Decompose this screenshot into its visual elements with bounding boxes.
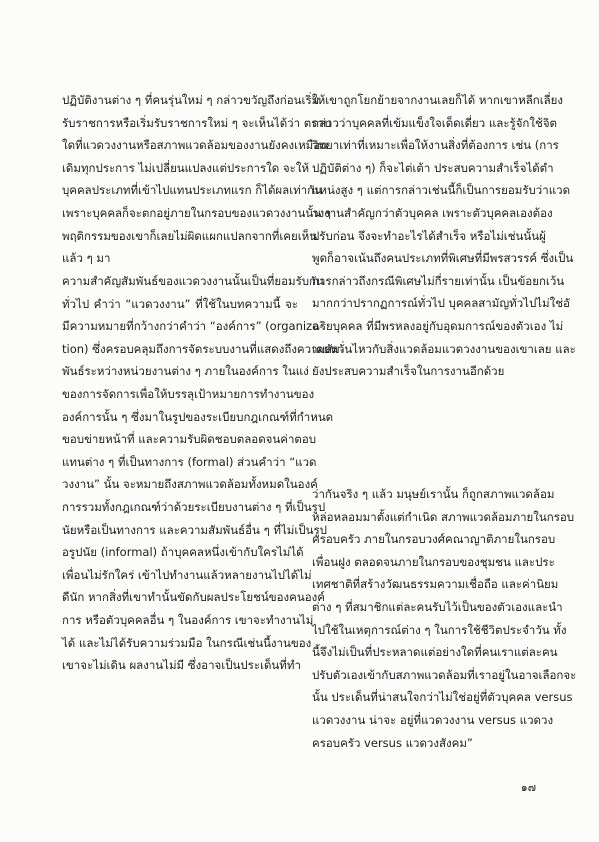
text-line: ครอบครัว versus แวดวงสังคม”	[312, 735, 473, 750]
paragraph	[62, 270, 344, 677]
text-line: พูดก็อาจเน้นถึงคนประเภทที่พิเศษที่มีพรสวรรค์ ซึ่งเป็น	[312, 251, 574, 266]
text-line: วิทยาเท่าที่เหมาะเพื่อให้งานสิ่งที่ต้องการ เช่น (การ	[312, 138, 559, 153]
text-line: องค์การนั้น ๆ ซึ่งมาในรูปของระเบียบกฎเกณฑ์ที่กำหนด	[62, 409, 334, 424]
text-line: เพราะบุคคลก็จะตกอยู่ภายในกรอบของแวดวงงานนั้น ๆ	[62, 205, 331, 220]
text-line: การรวมทั้งกฎเกณฑ์ว่าด้วยระเบียบงานต่าง ๆ ที่เป็นรูป	[62, 499, 326, 514]
text-line: ใดที่แวดวงงานหรือสภาพแวดล้อมของงานยังคงเหมือน	[62, 138, 329, 153]
text-line: พฤติกรรมของเขาก็เลยไม่ผิดแผกแปลกจากที่เคยเห็น	[62, 228, 318, 243]
text-line: ปรับก่อน จึงจะทำอะไรได้สำเร็จ หรือไม่เช่นนั้นผู้	[312, 228, 546, 243]
text-line: ขอบข่ายหน้าที่ และความรับผิดชอบตลอดจนค่าตอบ	[62, 432, 317, 447]
text-line: แล้ว ๆ มา	[62, 251, 111, 266]
text-line: ทั่วไป คำว่า “แวดวงงาน” ที่ใช้ในบทความนี้ จะ	[62, 296, 298, 311]
text-line: ปรับตัวเองเข้ากับสภาพแวดล้อมที่เราอยู่ในอาจเลือกจะ	[312, 667, 577, 682]
right-column	[312, 0, 577, 842]
text-line: ดีนัก หากสิ่งที่เขาทำนั้นขัดกับผลประโยชน์ของคนองค์	[62, 590, 325, 605]
text-line: แหน่งสูง ๆ แต่การกล่าวเช่นนี้ก็เป็นการยอมรับว่าแวด	[312, 183, 571, 198]
text-line: ว่ากันจริง ๆ แล้ว มนุษย์เรานั้น ก็ถูกสภาพแวดล้อม	[312, 487, 555, 501]
text-line: วงงาน” นั้น จะหมายถึงสภาพแวดล้อมทั้งหมดในองค์	[62, 477, 318, 492]
text-line: การกล่าวถึงกรณีพิเศษไม่กี่รายเท่านั้น เป็นข้อยกเว้น	[312, 273, 565, 288]
text-line: นั้น ประเด็นที่น่าสนใจกว่าไม่ใช่อยู่ที่ตัวบุคคล versus	[312, 690, 573, 705]
text-line: นัยหรือเป็นทางการ และความสัมพันธ์อื่น ๆ ที่ไม่เป็นรูป	[62, 522, 327, 537]
text-line: มีความหมายที่กว้างกว่าคำว่า “องค์การ” (organiza-	[62, 319, 324, 334]
text-line: เทศชาติที่สร้างวัฒนธรรมความเชื่อถือ และค่านิยม	[312, 577, 559, 592]
text-line: วงงานสำคัญกว่าตัวบุคคล เพราะตัวบุคคลเองต้อง	[312, 205, 553, 220]
text-line: รับราชการหรือเริ่มรับราชการใหม่ ๆ จะเห็นได้ว่า ตราบ	[62, 115, 332, 130]
text-line: หล่อหลอมมาตั้งแต่กำเนิด สภาพแวดล้อมภายในกรอบ	[312, 509, 575, 524]
text-line: บุคคลประเภทที่เข้าไปแทนประเภทแรก ก็ได้ผลเท่ากัน	[62, 183, 322, 198]
text-line: อรูปนัย (informal) ถ้าบุคคลหนึ่งเข้ากับใครไม่ได้	[62, 545, 304, 560]
text-line: ฉริยบุคคล ที่มีพรหลงอยู่กับอุดมการณ์ของตัวเอง ไม่	[312, 318, 564, 333]
text-line: ปฏิบัติงานต่าง ๆ ที่คนรุ่นใหม่ ๆ กล่าวขวัญถึงก่อนเริ่ม	[62, 93, 320, 107]
text-line: การ หรือตัวบุคคลอื่น ๆ ในองค์การ เขาจะทำงานไม่	[62, 612, 314, 627]
text-line: ครอบครัว ภายในกรอบวงศ์คณาญาติภายในกรอบ	[312, 532, 556, 547]
text-line: ได้ และไม่ได้รับความร่วมมือ ในกรณีเช่นนี้งานของ	[62, 635, 312, 650]
text-line: มากกว่าปรากฏการณ์ทั่วไป บุคคลสามัญทั่วไปไม่ใช่อั	[312, 296, 570, 311]
text-line: ให้เขาถูกโยกย้ายจากงานเลยก็ได้ หากเขาหลีกเลี่ยง	[312, 93, 564, 107]
text-line: เดิมทุกประการ ไม่เปลี่ยนแปลงแต่ประการใด จะให้	[62, 160, 310, 175]
text-line: กล่าวว่าบุคคลที่เข้มแข็งใจเด็ดเดี่ยว และรู้จักใช้จิต	[312, 115, 558, 130]
text-line: ไปใช้ในเหตุการณ์ต่าง ๆ ในการใช้ชีวิตประจำวัน ทั้ง	[312, 622, 567, 637]
text-line: ยังประสบความสำเร็จในการงานอีกด้วย	[312, 364, 505, 379]
text-line: ปฏิบัติต่าง ๆ) ก็จะไต่เต้า ประสบความสำเร็จได้ตำ	[312, 160, 554, 175]
paragraph	[62, 89, 332, 270]
text-line: tion) ซึ่งครอบคลุมถึงการจัดระบบงานที่แสดงถึงความสัม-	[62, 341, 344, 356]
text-line: นี้จึงไม่เป็นที่ประหลาดแต่อย่างใดที่คนเราแต่ละคน	[312, 645, 558, 660]
text-line: ความสำคัญสัมพันธ์ของแวดวงงานนั้นเป็นที่ยอมรับกัน	[62, 274, 324, 288]
text-line: เคยหวั่นไหวกับสิ่งแวดล้อมแวดวงงานของเขาเลย และ	[312, 341, 576, 356]
text-line: เพื่อนไม่รักใคร่ เข้าไปทำงานแล้วหลายงานไปได้ไม่	[62, 567, 312, 582]
text-line: เพื่อนฝูง ตลอดจนภายในกรอบของชุมชน และประ	[312, 554, 555, 569]
page-number: ๑๗	[520, 781, 536, 794]
paragraph	[312, 483, 577, 754]
text-line: เขาจะไม่เดิน ผลงานไม่มี ซึ่งอาจเป็นประเด็นที่ทำ	[62, 658, 301, 673]
text-line: พันธ์ระหว่างหน่วยงานต่าง ๆ ภายในองค์การ ในแง่	[62, 364, 309, 379]
text-line: แทนต่าง ๆ ที่เป็นทางการ (formal) ส่วนคำว่า “แวด	[62, 454, 317, 469]
left-column	[62, 0, 344, 842]
text-line: ต่าง ๆ ที่สมาชิกแต่ละคนรับไว้เป็นของตัวเองและนำ	[312, 599, 563, 614]
paragraph	[312, 89, 576, 383]
text-line: แวดวงงาน น่าจะ อยู่ที่แวดวงงาน versus แวดวง	[312, 712, 554, 727]
text-line: ของการจัดการเพื่อให้บรรลุเป้าหมายการทำงานของ	[62, 386, 315, 401]
